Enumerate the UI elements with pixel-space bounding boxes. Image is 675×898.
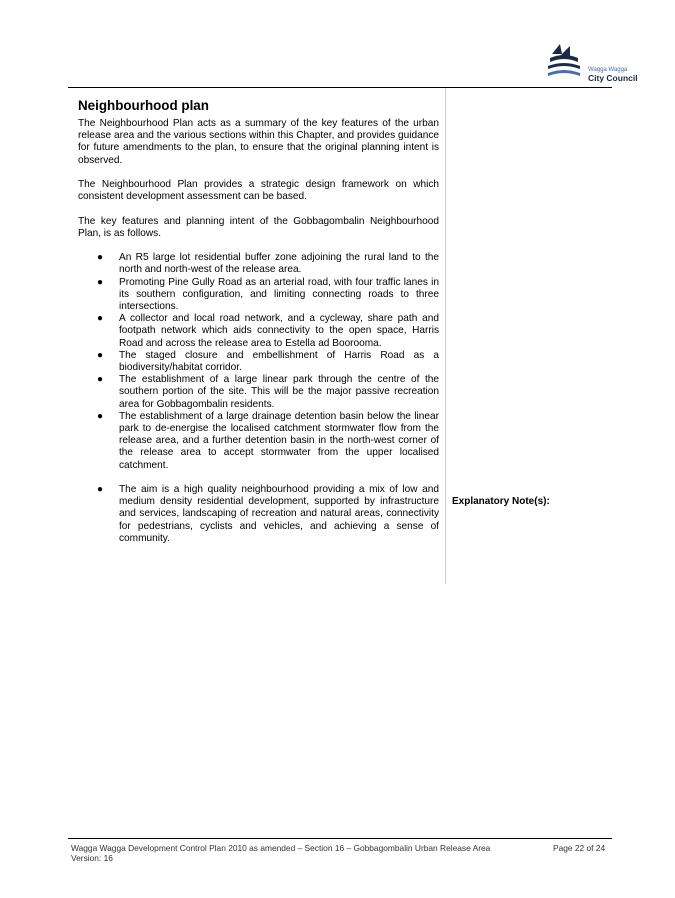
list-item	[78, 350, 439, 374]
column-divider	[445, 88, 446, 584]
council-logo	[544, 42, 638, 83]
list-item-text: The establishment of a large linear park through the centre of the southern portion of the site. This will be the major passive recreation area for Gobbagombalin residents.	[119, 374, 439, 410]
list-item-text: The establishment of a large drainage detention basin below the linear park to de-energise the localised catchment stormwater flow from the release area, and a further detention basin in the north-west corner of the release area to accept stormwater from the upper localised catchment.	[119, 410, 439, 471]
bullet-icon: ●	[97, 374, 104, 386]
footer-rule	[68, 838, 612, 839]
footer-document-title: Wagga Wagga Development Control Plan 2010 as amended – Section 16 – Gobbagombalin Urban Release Area	[71, 843, 491, 853]
feature-list	[78, 252, 439, 545]
bullet-icon: ●	[97, 349, 104, 361]
logo-title: City Council	[588, 73, 638, 83]
bullet-icon: ●	[97, 410, 104, 422]
list-item-text: The aim is a high quality neighbourhood providing a mix of low and medium density residential development, supported by infrastructure and services, landscaping of recreation and natural areas, connectivity for pedestrians, cyclists and vehicles, and achieving a sense of community.	[119, 484, 439, 544]
list-item	[78, 374, 439, 411]
list-item	[78, 252, 439, 276]
footer-info	[71, 843, 490, 863]
header-rule	[68, 87, 612, 88]
bullet-icon: ●	[97, 252, 104, 264]
list-item	[78, 411, 439, 472]
list-item	[78, 484, 439, 545]
list-item	[78, 313, 439, 350]
logo-subtitle: Wagga Wagga	[588, 67, 628, 73]
explanatory-note-label: Explanatory Note(s):	[452, 496, 550, 507]
paragraph: The Neighbourhood Plan provides a strategic design framework on which consistent development assessment can be based.	[78, 179, 439, 203]
list-item-text: A collector and local road network, and a cycleway, share path and footpath network which aids connectivity to the open space, Harris Road and across the release area to Estella ad Boorooma.	[119, 313, 439, 349]
list-item-text: An R5 large lot residential buffer zone adjoining the rural land to the north and north-west of the release area.	[119, 252, 439, 276]
list-item-text: The staged closure and embellishment of Harris Road as a biodiversity/habitat corridor.	[119, 349, 439, 374]
list-item-text: Promoting Pine Gully Road as an arterial road, with four traffic lanes in its southern configuration, and limiting connecting roads to three intersections.	[119, 276, 439, 312]
list-item	[78, 277, 439, 314]
council-emblem-icon	[544, 42, 586, 82]
page-number: Page 22 of 24	[553, 843, 606, 853]
main-column	[78, 98, 439, 545]
bullet-icon: ●	[97, 276, 104, 288]
bullet-icon: ●	[97, 484, 104, 496]
footer-version: Version: 16	[71, 853, 113, 863]
paragraph: The Neighbourhood Plan acts as a summary of the key features of the urban release area and the various sections within this Chapter, and provides guidance for future amendments to the plan, to ensure that the original planning intent is observed.	[78, 118, 439, 166]
bullet-icon: ●	[97, 313, 104, 325]
section-heading: Neighbourhood plan	[78, 98, 209, 113]
paragraph: The key features and planning intent of the Gobbagombalin Neighbourhood Plan, is as follows.	[78, 215, 439, 239]
